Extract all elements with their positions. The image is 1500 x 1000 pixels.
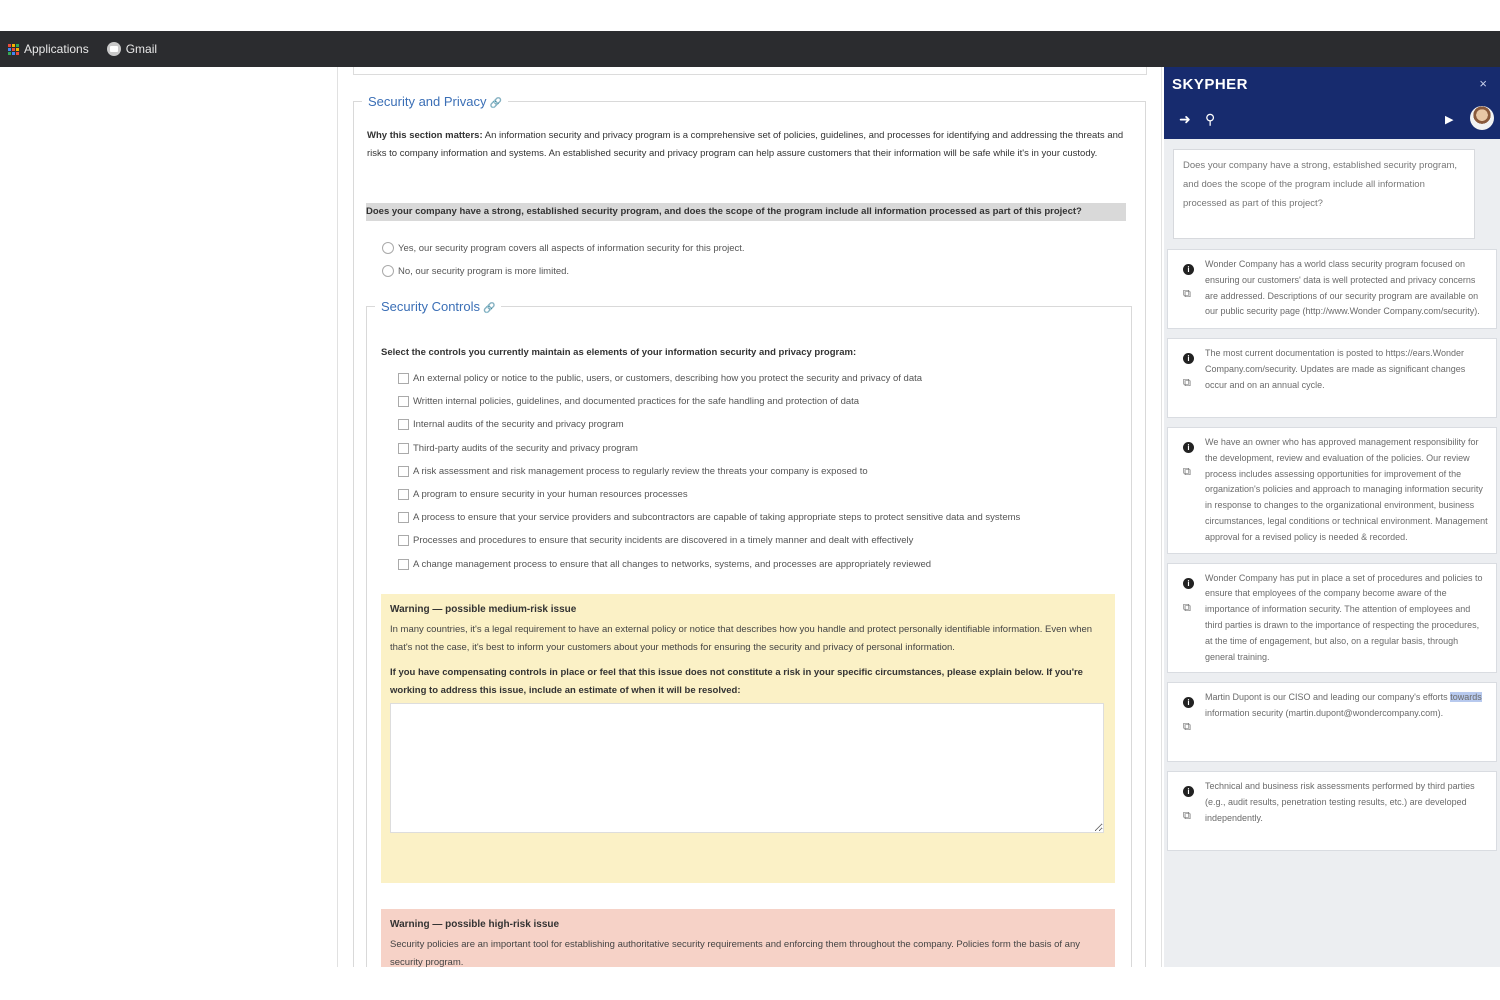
checkbox-icon[interactable] [398, 396, 409, 407]
search-icon[interactable]: ⚲ [1205, 111, 1216, 127]
checkbox-icon[interactable] [398, 559, 409, 570]
warning-explain-prompt: If you have compensating controls in place or feel that this issue does not constitute a risk in your specific circumstances, please explain below. If you're working to address this issue, include an estimate of when it will be resolved: [390, 667, 1083, 696]
info-icon[interactable]: i [1183, 578, 1194, 589]
answer-text-part: information security (martin.dupont@wondercompany.com). [1205, 708, 1444, 719]
copy-icon[interactable]: ⧉ [1183, 466, 1191, 478]
copy-icon[interactable]: ⧉ [1183, 288, 1191, 300]
previous-section-box [353, 67, 1147, 75]
warning-text: In many countries, it's a legal requirement to have an external policy or notice that describes how you handle and protect personally identifiable information. Even when that's not the case, it's best to inform your customers about your methods for ensuring the security and privacy of personal information. [390, 624, 1093, 653]
highlighted-word: towards [1450, 692, 1482, 703]
questionnaire-main [337, 67, 1162, 967]
avatar[interactable] [1470, 106, 1494, 130]
logout-icon[interactable]: ▶ [1445, 114, 1454, 126]
radio-label: No, our security program is more limited. [398, 265, 570, 277]
checkbox-label: Processes and procedures to ensure that security incidents are discovered in a timely manner and dealt with effectively [413, 535, 914, 547]
checkbox-icon[interactable] [398, 466, 409, 477]
controls-checklist [398, 367, 1020, 576]
answer-text: The most current documentation is posted to https://ears.Wonder Company.com/security. Updates are made as significant changes occur and on an annual cycle. [1205, 348, 1466, 390]
radio-circle-icon[interactable] [382, 265, 394, 277]
copy-icon[interactable]: ⧉ [1183, 810, 1191, 823]
control-checkbox[interactable] [398, 390, 1020, 413]
copy-icon[interactable]: ⧉ [1183, 721, 1191, 734]
bookmark-gmail[interactable] [107, 42, 157, 56]
checkbox-icon[interactable] [398, 512, 409, 523]
answer-card[interactable] [1167, 427, 1497, 554]
section-title [375, 299, 501, 314]
warning-medium-risk [381, 594, 1115, 883]
checkbox-label: Written internal policies, guidelines, and documented practices for the safe handling and protection of data [413, 396, 860, 408]
checkbox-label: An external policy or notice to the public, users, or customers, describing how you protect the security and privacy of data [413, 373, 923, 385]
info-icon[interactable]: i [1183, 786, 1194, 797]
apps-grid-icon [8, 44, 19, 55]
radio-option-no[interactable] [382, 265, 569, 277]
panel-header [1164, 67, 1500, 139]
checkbox-icon[interactable] [398, 443, 409, 454]
answer-text: Technical and business risk assessments performed by third parties (e.g., audit results, penetration testing results, etc.) are developed independently. [1205, 781, 1475, 823]
info-icon[interactable]: i [1183, 697, 1194, 708]
control-checkbox[interactable] [398, 413, 1020, 436]
bookmark-applications[interactable] [8, 42, 89, 56]
why-label: Why this section matters: [367, 130, 483, 141]
checkbox-icon[interactable] [398, 373, 409, 384]
answer-card[interactable] [1167, 338, 1497, 418]
control-checkbox[interactable] [398, 460, 1020, 483]
bookmarks-bar [0, 31, 1500, 67]
copy-icon[interactable]: ⧉ [1183, 601, 1191, 614]
question-text: Does your company have a strong, established security program, and does the scope of the program include all information processed as part of this project? [366, 203, 1126, 221]
close-icon[interactable]: × [1479, 76, 1487, 91]
info-icon[interactable]: i [1183, 442, 1194, 453]
checkbox-label: A process to ensure that your service providers and subcontractors are capable of taking appropriate steps to protect sensitive data and systems [413, 512, 1021, 524]
answer-card[interactable] [1167, 771, 1497, 851]
checkbox-label: A risk assessment and risk management process to regularly review the threats your company is exposed to [413, 465, 868, 477]
controls-intro: Select the controls you currently maintain as elements of your information security and privacy program: [381, 347, 857, 358]
control-checkbox[interactable] [398, 367, 1020, 390]
answer-card[interactable] [1167, 682, 1497, 762]
gmail-icon [107, 42, 121, 56]
info-icon[interactable]: i [1183, 353, 1194, 364]
radio-option-yes[interactable] [382, 242, 745, 254]
checkbox-icon[interactable] [398, 419, 409, 430]
link-icon[interactable]: 🔗 [489, 98, 502, 109]
control-checkbox[interactable] [398, 506, 1020, 529]
copy-icon[interactable]: ⧉ [1183, 377, 1191, 389]
answer-card[interactable] [1167, 249, 1497, 329]
radio-circle-icon[interactable] [382, 242, 394, 254]
answer-text: Wonder Company has put in place a set of procedures and policies to ensure that employees of the company become aware of the importance of information security. The attention of employees and third parties is drawn to the importance of respecting the procedures, at the time of engagement, but also, on a regular basis, through general training. [1205, 572, 1483, 662]
answer-text [1205, 690, 1488, 722]
section-title [362, 94, 508, 109]
answer-text-part: Martin Dupont is our CISO and leading our company's efforts [1205, 692, 1451, 703]
skypher-side-panel [1164, 67, 1500, 967]
window-bottom-strip [0, 967, 1500, 1000]
checkbox-label: Third-party audits of the security and privacy program [413, 442, 638, 454]
why-text: An information security and privacy program is a comprehensive set of policies, guidelines, and processes for identifying and addressing the threats and risks to company information and systems. An established security and privacy program can help assure customers that their information will be safe while it's in your custody. [367, 130, 1124, 159]
bookmark-label: Applications [24, 42, 89, 56]
answer-card[interactable] [1167, 563, 1497, 674]
control-checkbox[interactable] [398, 437, 1020, 460]
warning-title: Warning — possible high-risk issue [390, 919, 560, 930]
warning-high-risk [381, 909, 1115, 967]
warning-title: Warning — possible medium-risk issue [390, 604, 577, 615]
brand-logo: SKYPHER [1172, 76, 1249, 93]
section-title-text: Security Controls [381, 299, 480, 314]
question-query-box[interactable] [1173, 149, 1475, 239]
checkbox-label: A change management process to ensure that all changes to networks, systems, and processes are appropriately reviewed [413, 558, 932, 570]
checkbox-icon[interactable] [398, 489, 409, 500]
checkbox-label: A program to ensure security in your human resources processes [413, 489, 688, 501]
section-explanation [367, 127, 1127, 163]
control-checkbox[interactable] [398, 553, 1020, 576]
warning-text: Security policies are an important tool for establishing authoritative security requirements and enforcing them throughout the company. Policies form the basis of any security program. [390, 939, 1080, 967]
section-title-text: Security and Privacy [368, 94, 487, 109]
bookmark-label: Gmail [125, 42, 158, 56]
answer-text: Wonder Company has a world class security program focused on ensuring our customers' data is well protected and privacy concerns are addressed. Descriptions of our security program are available on our public security page (http://www.Wonder Company.com/security). [1205, 259, 1480, 317]
checkbox-icon[interactable] [398, 535, 409, 546]
link-icon[interactable]: 🔗 [482, 303, 496, 314]
info-icon[interactable]: i [1183, 264, 1194, 275]
answer-list [1167, 249, 1497, 860]
explanation-textarea[interactable] [390, 703, 1104, 833]
window-top-strip [0, 0, 1500, 31]
radio-label: Yes, our security program covers all aspects of information security for this project. [398, 242, 745, 254]
control-checkbox[interactable] [398, 529, 1020, 552]
checkbox-label: Internal audits of the security and privacy program [413, 419, 624, 431]
control-checkbox[interactable] [398, 483, 1020, 506]
pin-icon[interactable]: ➜ [1179, 111, 1191, 127]
answer-text: We have an owner who has approved management responsibility for the development, review and evaluation of the policies. Our review process includes assessing opportunities for improvement of the organization's policies and approach to managing information security in response to changes to the organizational environment, business circumstances, legal conditions or technical environment. Management approval for a revised policy is needed & recorded. [1205, 437, 1488, 542]
